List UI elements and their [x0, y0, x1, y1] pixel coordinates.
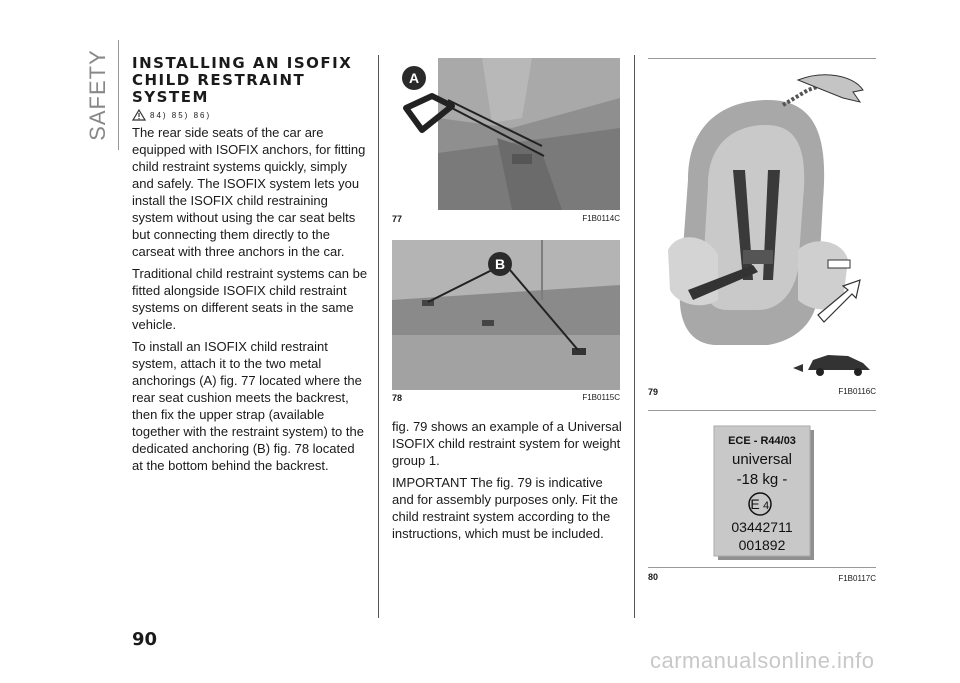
approval-label-illustration — [648, 418, 876, 568]
figure-code: F1B0115C — [582, 393, 620, 402]
column-1 — [132, 55, 368, 479]
label-regulation: ECE - R44/03 — [728, 435, 796, 447]
figure-code: F1B0114C — [582, 214, 620, 223]
figure-rule — [648, 410, 876, 411]
label-approval-number: 03442711 — [731, 519, 793, 535]
approval-mark-letter: E — [750, 496, 760, 512]
figure-78 — [392, 240, 620, 410]
figure-number: 80 — [648, 572, 659, 582]
warning-triangle-icon — [132, 109, 146, 121]
section-heading: INSTALLING AN ISOFIX CHILD RESTRAINT SYSTEM — [132, 54, 353, 106]
callout-a: A — [408, 70, 420, 86]
isofix-anchor-illustration — [392, 58, 620, 210]
column-divider — [634, 55, 635, 618]
label-serial-number: 001892 — [738, 537, 786, 553]
figure-number: 77 — [392, 214, 403, 224]
figure-80 — [648, 418, 876, 588]
paragraph: IMPORTANT The fig. 79 is indicative and for assembly purposes only. Fit the child restraint system according to the instructions, which must be included. — [392, 475, 618, 541]
page-number: 90 — [132, 629, 158, 650]
child-seat-illustration — [648, 60, 876, 380]
figure-number: 78 — [392, 393, 403, 403]
warning-references — [132, 109, 368, 121]
label-weight: -18 kg - — [736, 471, 788, 488]
upper-anchorage-illustration — [392, 240, 620, 390]
warning-refs-text: 84) 85) 86) — [150, 110, 212, 120]
paragraph: To install an ISOFIX child restraint system, attach it to the two metal anchorings (A) fig. 77 located where the rear seat cushion meets the backrest, then fix the upper strap (available together with the restraint system) to the dedicated anchoring (B) fig. 78 located at the bottom behind the backrest. — [132, 339, 364, 473]
paragraph: The rear side seats of the car are equipped with ISOFIX anchors, for fitting child restraint systems quickly, simply and safely. The ISOFIX system lets you install the ISOFIX child restraining system without using the car seat belts but connecting them directly to the carseat with three anchors in the car. — [132, 125, 366, 259]
figure-rule — [648, 58, 876, 59]
section-label — [83, 45, 113, 145]
column-2-text — [392, 418, 624, 547]
column-divider — [378, 55, 379, 618]
watermark: carmanualsonline.info — [650, 648, 875, 673]
figure-rule — [648, 567, 876, 568]
figure-77 — [392, 58, 620, 228]
paragraph: fig. 79 shows an example of a Universal ISOFIX child restraint system for weight group 1. — [392, 419, 622, 468]
approval-mark-number: 4 — [762, 500, 770, 512]
callout-b: B — [494, 256, 506, 272]
label-category: universal — [731, 451, 793, 468]
paragraph: Traditional child restraint systems can be fitted alongside ISOFIX child restraint systems on different seats in the same vehicle. — [132, 266, 368, 332]
figure-number: 79 — [648, 387, 659, 397]
figure-code: F1B0117C — [838, 574, 876, 583]
figure-79 — [648, 60, 876, 400]
section-label-text: SAFETY — [85, 49, 110, 141]
figure-code: F1B0116C — [838, 387, 876, 396]
section-divider — [118, 40, 119, 150]
